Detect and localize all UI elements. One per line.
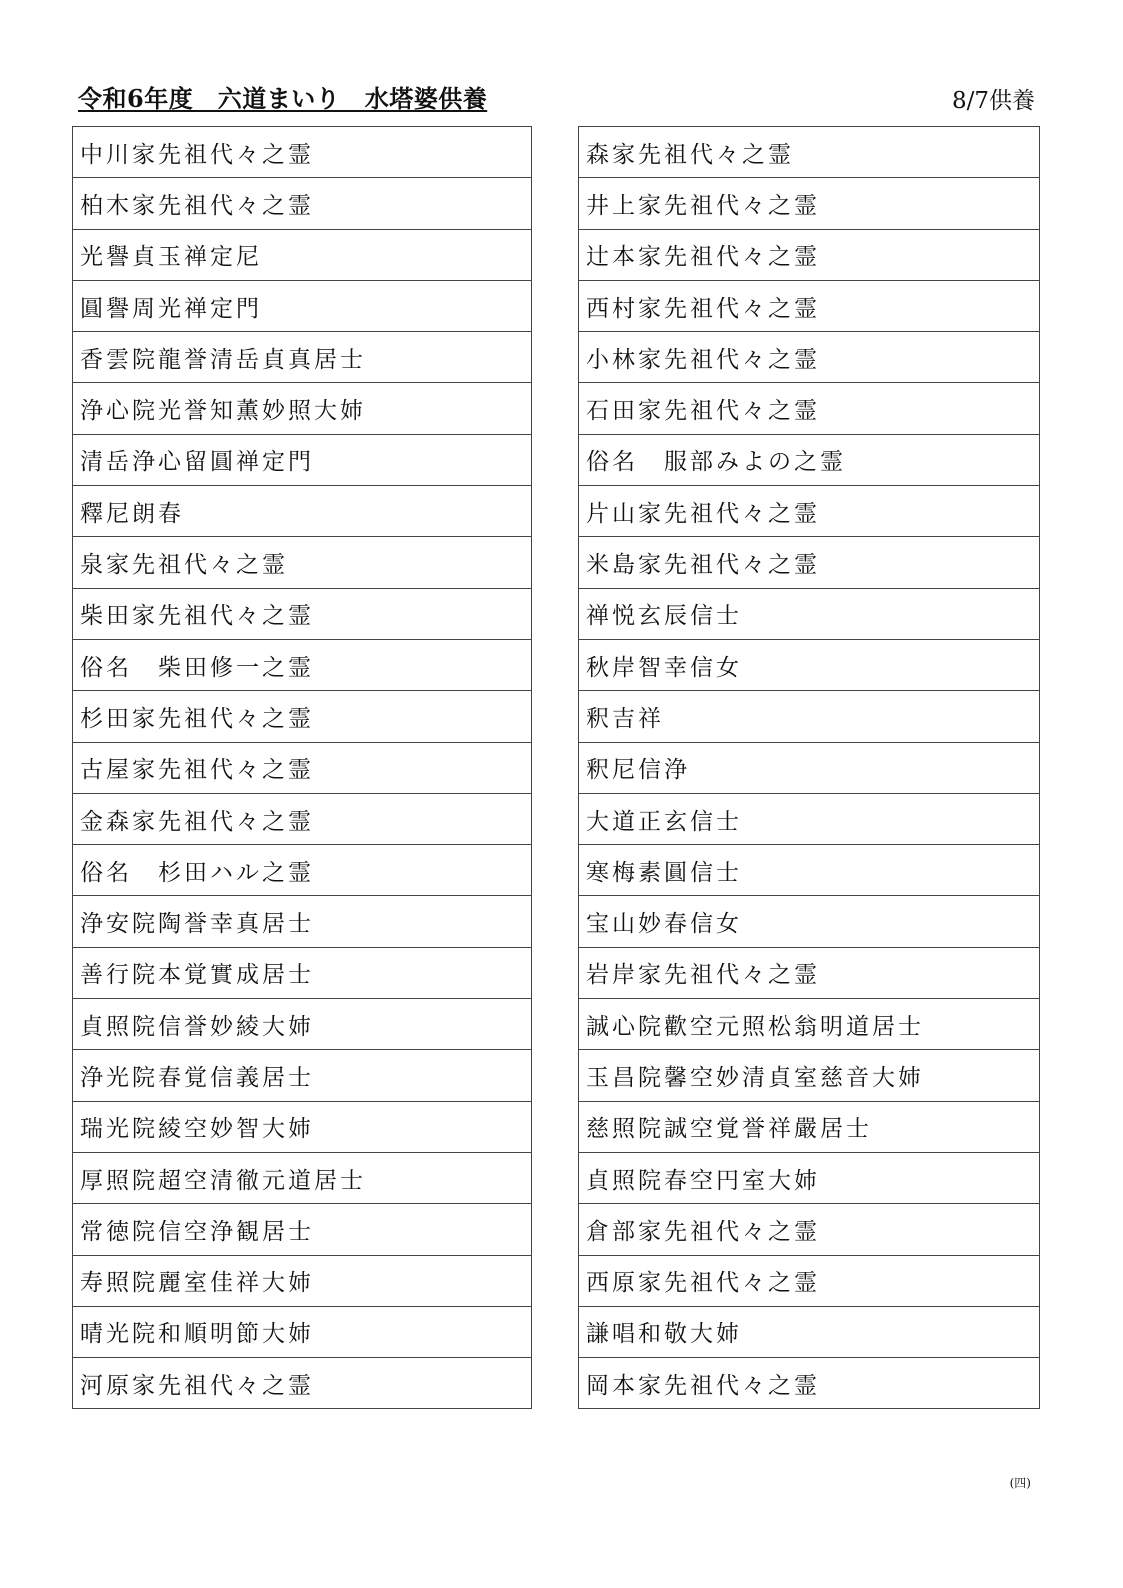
memorial-row: 釋尼朗春 [73, 486, 531, 537]
memorial-row: 寿照院麗室佳祥大姉 [73, 1256, 531, 1307]
memorial-row: 瑞光院綾空妙智大姉 [73, 1102, 531, 1153]
memorial-row: 岩岸家先祖代々之霊 [579, 948, 1039, 999]
memorial-row: 中川家先祖代々之霊 [73, 127, 531, 178]
memorial-row: 西村家先祖代々之霊 [579, 281, 1039, 332]
memorial-list-right [578, 126, 1040, 1409]
memorial-row: 片山家先祖代々之霊 [579, 486, 1039, 537]
memorial-list-left [72, 126, 532, 1409]
memorial-row: 秋岸智幸信女 [579, 640, 1039, 691]
memorial-row: 慈照院誠空覚誉祥嚴居士 [579, 1102, 1039, 1153]
memorial-row: 俗名 服部みよの之霊 [579, 435, 1039, 486]
memorial-row: 井上家先祖代々之霊 [579, 178, 1039, 229]
memorial-row: 誠心院歡空元照松翁明道居士 [579, 999, 1039, 1050]
memorial-row: 浄光院春覚信義居士 [73, 1050, 531, 1101]
memorial-row: 金森家先祖代々之霊 [73, 794, 531, 845]
memorial-row: 釈尼信浄 [579, 743, 1039, 794]
memorial-row: 大道正玄信士 [579, 794, 1039, 845]
memorial-row: 浄心院光誉知薫妙照大姉 [73, 383, 531, 434]
memorial-row: 辻本家先祖代々之霊 [579, 230, 1039, 281]
memorial-row: 圓譽周光禅定門 [73, 281, 531, 332]
memorial-row: 石田家先祖代々之霊 [579, 383, 1039, 434]
memorial-row: 泉家先祖代々之霊 [73, 537, 531, 588]
memorial-row: 宝山妙春信女 [579, 896, 1039, 947]
memorial-row: 柴田家先祖代々之霊 [73, 589, 531, 640]
memorial-row: 玉昌院馨空妙清貞室慈音大姉 [579, 1050, 1039, 1101]
memorial-row: 貞照院春空円室大姉 [579, 1153, 1039, 1204]
memorial-row: 善行院本覚實成居士 [73, 948, 531, 999]
memorial-row: 寒梅素圓信士 [579, 845, 1039, 896]
memorial-row: 米島家先祖代々之霊 [579, 537, 1039, 588]
memorial-row: 柏木家先祖代々之霊 [73, 178, 531, 229]
memorial-row: 貞照院信誉妙綾大姉 [73, 999, 531, 1050]
memorial-row: 禅悦玄辰信士 [579, 589, 1039, 640]
service-date: 8/7供養 [951, 88, 1035, 114]
memorial-row: 厚照院超空清徹元道居士 [73, 1153, 531, 1204]
page-title: 令和6年度 六道まいり 水塔婆供養 [78, 84, 488, 113]
memorial-row: 森家先祖代々之霊 [579, 127, 1039, 178]
memorial-row: 西原家先祖代々之霊 [579, 1256, 1039, 1307]
memorial-row: 謙唱和敬大姉 [579, 1307, 1039, 1358]
memorial-row: 光譽貞玉禅定尼 [73, 230, 531, 281]
memorial-row: 小林家先祖代々之霊 [579, 332, 1039, 383]
memorial-row: 清岳浄心留圓禅定門 [73, 435, 531, 486]
memorial-row: 浄安院陶誉幸真居士 [73, 896, 531, 947]
memorial-row: 岡本家先祖代々之霊 [579, 1358, 1039, 1409]
memorial-row: 杉田家先祖代々之霊 [73, 691, 531, 742]
page-number: (四) [1009, 1476, 1031, 1490]
memorial-row: 河原家先祖代々之霊 [73, 1358, 531, 1409]
memorial-row: 俗名 柴田修一之霊 [73, 640, 531, 691]
memorial-row: 釈吉祥 [579, 691, 1039, 742]
memorial-row: 晴光院和順明節大姉 [73, 1307, 531, 1358]
memorial-row: 俗名 杉田ハル之霊 [73, 845, 531, 896]
memorial-row: 常徳院信空浄観居士 [73, 1204, 531, 1255]
memorial-row: 古屋家先祖代々之霊 [73, 743, 531, 794]
memorial-row: 倉部家先祖代々之霊 [579, 1204, 1039, 1255]
memorial-row: 香雲院龍誉清岳貞真居士 [73, 332, 531, 383]
